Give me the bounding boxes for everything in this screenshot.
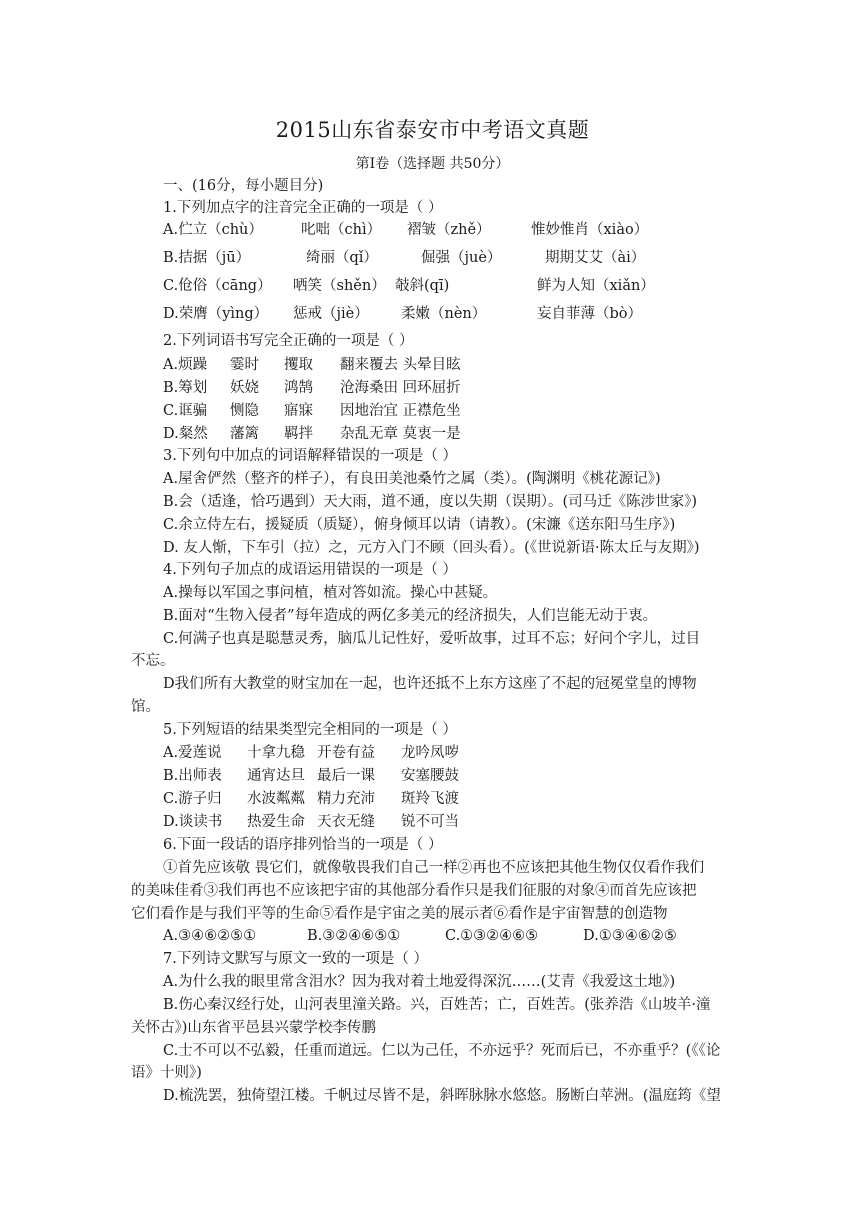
q2-d-3: 羁拌 (284, 426, 313, 442)
question-3-option-c: C.余立侍左右，援疑质（质疑），俯身倾耳以请（请教）。(宋濂《送东阳马生序》) (163, 517, 676, 533)
q5-d-3: 天衣无缝 (317, 814, 375, 830)
option-a-3: 褶皱（zhě） (407, 222, 491, 238)
q5-c-4: 斑羚飞渡 (401, 791, 459, 807)
question-2-option-a (163, 355, 461, 375)
question-2-option-b (163, 378, 461, 398)
question-3-option-b: B.会（适逢，恰巧遇到）天大雨，道不通，度以失期（误期）。(司马迁《陈涉世家》) (163, 494, 698, 510)
question-1-stem: 1.下列加点字的注音完全正确的一项是（ ） (163, 200, 443, 216)
q5-b-4: 安塞腰鼓 (401, 768, 459, 784)
question-2-option-c (163, 401, 461, 421)
q6-option-c: C.①③②④⑥⑤ (445, 928, 539, 944)
q5-c-1: C.游子归 (163, 791, 222, 807)
question-5-option-b (163, 766, 459, 786)
question-7-option-b-line1: B.伤心秦汉经行处，山河表里潼关路。兴，百姓苦；亡，百姓苦。(张养浩《山坡羊·潼 (163, 997, 711, 1013)
q2-d-1: D.粲然 (163, 426, 208, 442)
option-c-1: C.伧俗（cāng） (163, 278, 272, 294)
option-d-3: 柔嫩（nèn） (401, 306, 487, 322)
question-3-option-a: A.屋舍俨然（整齐的样子），有良田美池桑竹之属（类）。(陶渊明《桃花源记》) (163, 471, 661, 487)
q2-b-1: B.筹划 (163, 380, 208, 396)
question-1-option-a (163, 220, 648, 240)
question-5-option-d (163, 812, 459, 832)
option-a-2: 叱咄（chì） (301, 222, 382, 238)
option-c-3: 攲斜(qī) (395, 278, 450, 294)
q2-b-4: 沧海桑田 回环屈折 (340, 380, 461, 396)
question-6-passage-line2: 的美味佳肴③我们再也不应该把宇宙的其他部分看作只是我们征服的对象④而首先应该把 (131, 883, 697, 899)
section-heading: 一、(16分，每小题目分) (163, 178, 324, 194)
question-4-option-c-line1: C.何满子也真是聪慧灵秀，脑瓜儿记性好，爱听故事，过耳不忘；好问个字儿，过目 (163, 631, 701, 647)
q2-a-1: A.烦躁 (163, 357, 208, 373)
q2-c-2: 恻隐 (230, 403, 259, 419)
question-6-stem: 6.下面一段话的语序排列恰当的一项是（ ） (163, 837, 443, 853)
q2-c-1: C.诓骗 (163, 403, 208, 419)
q5-a-3: 开卷有益 (317, 745, 375, 761)
q2-a-3: 攫取 (284, 357, 313, 373)
option-c-2: 哂笑（shěn） (293, 278, 386, 294)
option-c-4: 鲜为人知（xiǎn） (537, 278, 655, 294)
question-7-option-a: A.为什么我的眼里常含泪水？因为我对着土地爱得深沉……(艾青《我爱这土地》) (163, 974, 676, 990)
q5-c-2: 水波粼粼 (247, 791, 305, 807)
q5-a-2: 十拿九稳 (247, 745, 305, 761)
question-7-option-c-line1: C.士不可以不弘毅，任重而道远。仁以为己任，不亦远乎？死而后已，不亦重乎？(《《论 (163, 1043, 721, 1059)
question-5-option-c (163, 789, 459, 809)
option-a-1: A.伫立（chù） (163, 222, 263, 238)
question-5-option-a (163, 743, 459, 763)
q5-b-2: 通宵达旦 (247, 768, 305, 784)
question-2-stem: 2.下列词语书写完全正确的一项是（ ） (163, 333, 414, 349)
q2-a-2: 霎时 (230, 357, 259, 373)
question-4-option-d-line1: D我们所有大教堂的财宝加在一起，也许还抵不上东方这座了不起的冠冕堂皇的博物 (163, 676, 697, 692)
q2-b-2: 妖娆 (230, 380, 259, 396)
option-d-2: 惩戒（jiè） (293, 306, 369, 322)
question-6-passage-line1: ①首先应该敬 畏它们，就像敬畏我们自己一样②再也不应该把其他生物仅仅看作我们 (163, 860, 705, 876)
question-1-option-b (163, 248, 645, 268)
q2-d-4: 杂乱无章 莫衷一是 (340, 426, 461, 442)
q5-d-2: 热爱生命 (247, 814, 305, 830)
option-b-4: 期期艾艾（ài） (545, 250, 646, 266)
question-2-option-d (163, 424, 461, 444)
question-7-option-d-line1: D.梳洗罢，独倚望江楼。千帆过尽皆不是，斜晖脉脉水悠悠。肠断白苹洲。(温庭筠《望 (163, 1088, 721, 1104)
question-1-option-c (163, 276, 655, 296)
question-1-option-d (163, 304, 642, 324)
page-subtitle: 第Ⅰ卷（选择题 共50分） (355, 156, 510, 172)
q5-d-4: 锐不可当 (401, 814, 459, 830)
question-4-option-b: B.面对“生物入侵者”每年造成的两亿多美元的经济损失，人们岂能无动于衷。 (163, 608, 658, 624)
question-4-option-a: A.操每以军国之事问植，植对答如流。操心中甚疑。 (163, 585, 498, 601)
q2-c-4: 因地治宜 正襟危坐 (340, 403, 461, 419)
q2-b-3: 鸿鹄 (284, 380, 313, 396)
option-d-1: D.荣膺（yìng） (163, 306, 269, 322)
q5-b-1: B.出师表 (163, 768, 222, 784)
q5-b-3: 最后一课 (317, 768, 375, 784)
q5-d-1: D.谈读书 (163, 814, 223, 830)
q2-c-3: 寤寐 (284, 403, 313, 419)
q6-option-a: A.③④⑥②⑤① (163, 928, 257, 944)
question-7-option-c-line2: 语》十则》) (131, 1065, 202, 1081)
q2-d-2: 藩篱 (230, 426, 259, 442)
q5-c-3: 精力充沛 (317, 791, 375, 807)
q6-option-b: B.③②④⑥⑤① (307, 928, 401, 944)
question-6-passage-line3: 它们看作是与我们平等的生命⑤看作是宇宙之美的展示者⑥看作是宇宙智慧的创造物 (131, 906, 668, 922)
question-5-stem: 5.下列短语的结果类型完全相同的一项是（ ） (163, 722, 457, 738)
page-title: 2015山东省泰安市中考语文真题 (275, 118, 590, 142)
question-4-option-d-line2: 馆。 (131, 699, 160, 715)
question-4-stem: 4.下列句子加点的成语运用错误的一项是（ ） (163, 562, 457, 578)
question-7-stem: 7.下列诗文默写与原文一致的一项是（ ） (163, 951, 428, 967)
q5-a-1: A.爱莲说 (163, 745, 222, 761)
option-d-4: 妄自菲薄（bò） (537, 306, 643, 322)
q2-a-4: 翻来覆去 头晕目眩 (340, 357, 461, 373)
q5-a-4: 龙吟凤哕 (401, 745, 459, 761)
question-4-option-c-line2: 不忘。 (131, 653, 175, 669)
option-b-1: B.拮据（jū） (163, 250, 251, 266)
option-b-2: 绮丽（qǐ） (306, 250, 378, 266)
question-3-option-d: D. 友人惭，下车引（拉）之，元方入门不顾（回头看）。(《世说新语·陈太丘与友期》) (163, 540, 700, 556)
question-7-option-b-line2: 关怀古》)山东省平邑县兴蒙学校李传鹏 (131, 1020, 376, 1036)
question-3-stem: 3.下列句中加点的词语解释错误的一项是（ ） (163, 448, 457, 464)
option-b-3: 倔强（juè） (421, 250, 502, 266)
option-a-4: 惟妙惟肖（xiào） (531, 222, 649, 238)
question-6-options (163, 926, 677, 946)
q6-option-d: D.①③④⑥②⑤ (583, 928, 677, 944)
